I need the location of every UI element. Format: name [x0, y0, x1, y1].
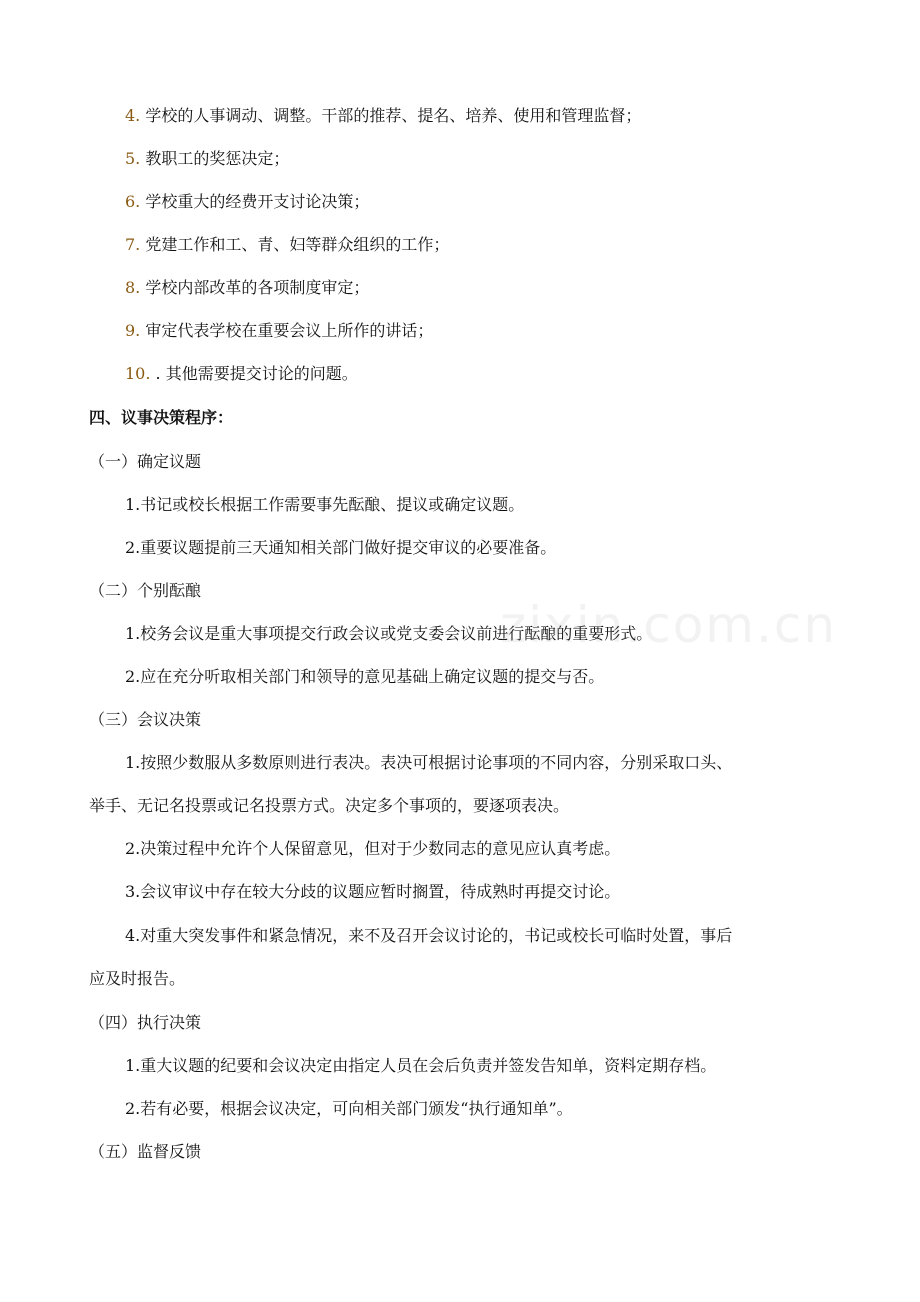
watermark: zixin.com.cn — [500, 596, 838, 654]
item-text: 学校内部改革的各项制度审定； — [140, 278, 370, 297]
paragraph: 1.按照少数服从多数原则进行表决。表决可根据讨论事项的不同内容，分别采取口头、 — [125, 753, 733, 772]
item-text: 党建工作和工、青、妇等群众组织的工作； — [140, 235, 450, 254]
list-item-9 — [0, 320, 920, 342]
paragraph: 1.校务会议是重大事项提交行政会议或党支委会议前进行酝酿的重要形式。 — [125, 624, 653, 643]
item-number: 4. — [125, 106, 141, 125]
list-item-10 — [0, 363, 920, 385]
paragraph: 1.重大议题的纪要和会议决定由指定人员在会后负责并签发告知单，资料定期存档。 — [125, 1056, 717, 1075]
item-text: 学校重大的经费开支讨论决策； — [140, 192, 370, 211]
subsection-heading: （一）确定议题 — [89, 452, 202, 471]
item-number: 7. — [125, 235, 141, 254]
subsection-heading: （四）执行决策 — [89, 1013, 202, 1032]
paragraph: 2.重要议题提前三天通知相关部门做好提交审议的必要准备。 — [125, 538, 557, 557]
item-text: 学校的人事调动、调整。干部的推荐、提名、培养、使用和管理监督； — [140, 106, 642, 125]
item-text: . 其他需要提交讨论的问题。 — [150, 364, 358, 383]
paragraph: 4.对重大突发事件和紧急情况，来不及召开会议讨论的，书记或校长可临时处置，事后 — [125, 926, 733, 945]
paragraph: 2.决策过程中允许个人保留意见，但对于少数同志的意见应认真考虑。 — [125, 839, 621, 858]
list-item-4 — [0, 105, 920, 127]
item-number: 10. — [125, 364, 151, 383]
paragraph: 1.书记或校长根据工作需要事先酝酿、提议或确定议题。 — [125, 495, 525, 514]
list-item-8 — [0, 277, 920, 299]
item-number: 5. — [125, 149, 141, 168]
paragraph-continuation: 应及时报告。 — [89, 969, 186, 988]
paragraph: 3.会议审议中存在较大分歧的议题应暂时搁置，待成熟时再提交讨论。 — [125, 882, 621, 901]
list-item-6 — [0, 191, 920, 213]
paragraph: 2.若有必要，根据会议决定，可向相关部门颁发“执行通知单”。 — [125, 1099, 573, 1118]
item-number: 8. — [125, 278, 141, 297]
item-number: 6. — [125, 192, 141, 211]
item-number: 9. — [125, 321, 141, 340]
paragraph: 2.应在充分听取相关部门和领导的意见基础上确定议题的提交与否。 — [125, 667, 605, 686]
list-item-7 — [0, 234, 920, 256]
item-text: 审定代表学校在重要会议上所作的讲话； — [140, 321, 434, 340]
subsection-heading: （三）会议决策 — [89, 710, 202, 729]
paragraph-continuation: 举手、无记名投票或记名投票方式。决定多个事项的，要逐项表决。 — [89, 796, 570, 815]
subsection-heading: （二）个别酝酿 — [89, 581, 202, 600]
section-heading: 四、议事决策程序： — [89, 408, 234, 427]
subsection-heading: （五）监督反馈 — [89, 1142, 202, 1161]
list-item-5 — [0, 148, 920, 170]
item-text: 教职工的奖惩决定； — [140, 149, 290, 168]
